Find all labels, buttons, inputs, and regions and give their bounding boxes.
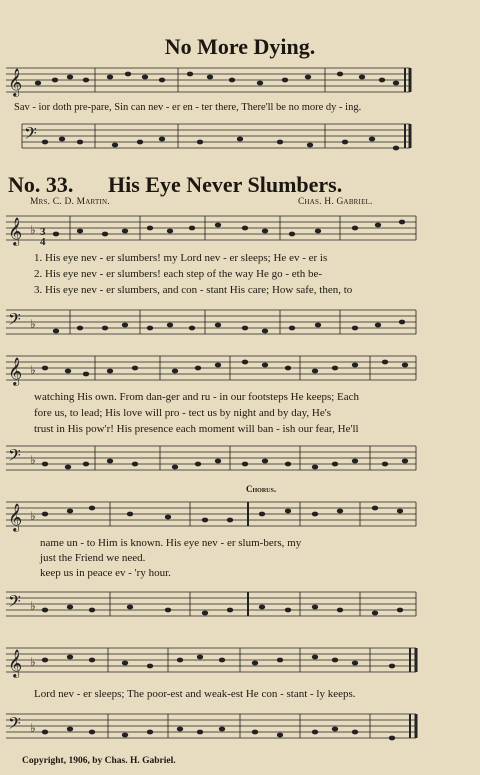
svg-text:♭: ♭ xyxy=(30,453,36,467)
previous-hymn-title: No More Dying. xyxy=(164,34,316,59)
system-2-treble-staff xyxy=(0,348,480,392)
words-credit: Mrs. C. D. Martin. xyxy=(30,197,110,207)
system-4-line-1: Lord nev - er sleeps; The poor-est and weak-est He con - stant - ly keeps. xyxy=(34,688,356,700)
system-2-bass-staff xyxy=(0,438,480,482)
svg-text:𝄞: 𝄞 xyxy=(8,219,23,245)
music-credit: Chas. H. Gabriel. xyxy=(298,197,373,207)
svg-text:♭: ♭ xyxy=(30,721,36,735)
svg-text:♭: ♭ xyxy=(30,509,36,523)
svg-text:♭: ♭ xyxy=(30,223,36,237)
system-1-verse-2: 2. His eye nev - er slumbers! each step of the way He go - eth be- xyxy=(34,268,323,280)
system-2-verse-2: fore us, to lead; His love will pro - tect us by night and by day, He's xyxy=(34,407,331,419)
system-3-line-3: keep us in peace ev - 'ry hour. xyxy=(40,567,171,579)
previous-hymn-lyric: Sav - ior doth pre-pare, Sin can nev - er en - ter there, There'll be no more dy - ing. xyxy=(14,102,362,113)
svg-text:♭: ♭ xyxy=(30,317,36,331)
svg-text:𝄞: 𝄞 xyxy=(8,651,23,677)
hymn-number: No. 33. xyxy=(8,172,74,197)
system-2-verse-1: watching His own. From dan-ger and ru - in our footsteps He keeps; Each xyxy=(34,391,360,403)
system-1-verse-3: 3. His eye nev - er slumbers, and con - stant His care; How safe, then, to xyxy=(34,284,353,296)
system-2-verse-3: trust in His pow'r! His presence each moment will ban - ish our fear, He'll xyxy=(34,423,359,435)
system-1-treble-staff xyxy=(0,208,480,252)
system-3-treble-staff xyxy=(0,494,480,538)
previous-hymn-bass-staff xyxy=(0,118,480,162)
previous-hymn-treble-staff xyxy=(0,62,480,102)
svg-text:𝄢: 𝄢 xyxy=(8,447,21,469)
svg-text:♭: ♭ xyxy=(30,363,36,377)
system-4-treble-staff xyxy=(0,640,480,684)
system-3-line-1: name un - to Him is known. His eye nev - er slum-bers, my xyxy=(40,537,302,549)
chorus-label: Chorus. xyxy=(246,484,277,494)
svg-text:𝄢: 𝄢 xyxy=(24,125,37,147)
system-1-verse-1: 1. His eye nev - er slumbers! my Lord nev - er sleeps; He ev - er is xyxy=(34,252,328,264)
svg-text:♭: ♭ xyxy=(30,599,36,613)
svg-text:𝄢: 𝄢 xyxy=(8,715,21,737)
system-1-bass-staff xyxy=(0,302,480,342)
system-3-line-2: just the Friend we need. xyxy=(40,552,146,564)
svg-text:𝄢: 𝄢 xyxy=(8,311,21,333)
svg-text:♭: ♭ xyxy=(30,655,36,669)
svg-text:𝄞: 𝄞 xyxy=(8,505,23,531)
svg-text:3: 3 xyxy=(40,226,46,238)
system-4-bass-staff xyxy=(0,706,480,750)
svg-text:𝄞: 𝄞 xyxy=(8,359,23,385)
svg-text:𝄢: 𝄢 xyxy=(8,593,21,615)
svg-text:4: 4 xyxy=(40,236,46,248)
copyright-notice: Copyright, 1906, by Chas. H. Gabriel. xyxy=(22,756,176,766)
svg-text:𝄞: 𝄞 xyxy=(8,70,23,96)
system-3-bass-staff xyxy=(0,584,480,628)
hymn-title: His Eye Never Slumbers. xyxy=(108,172,343,197)
